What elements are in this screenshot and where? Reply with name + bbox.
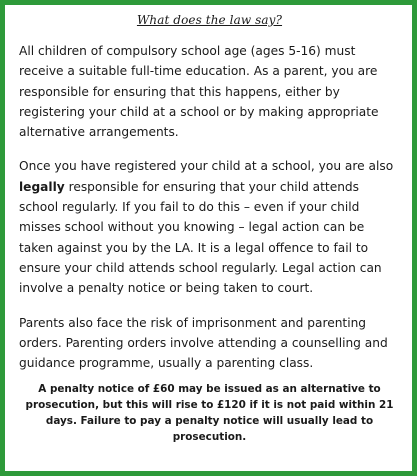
panel-title: What does the law say? <box>136 13 283 27</box>
paragraph-compulsory-education: All children of compulsory school age (ages 5-16) must receive a suitable full-time education. As a parent, you are responsible for ensuring that this happens, either by registering your child at a school or by making appropriate alternative arrangements. <box>19 44 379 140</box>
paragraph-text-end: responsible for ensuring that your child attends school regularly. If you fail to do this – even if your child misses school without you knowing – legal action can be taken against you by the LA. It is a legal offence to fail to ensure your child attends school regularly. Legal action can involve a penalty notice or being taken to court. <box>19 179 382 296</box>
paragraph-legal-responsibility <box>19 156 400 298</box>
paragraph-parenting-orders: Parents also face the risk of imprisonment and parenting orders. Parenting orders involve attending a counselling and guidance programme, usually a parenting class. <box>19 315 388 371</box>
paragraph-text-start: Once you have registered your child at a school, you are also <box>19 159 394 174</box>
penalty-notice: A penalty notice of £60 may be issued as an alternative to prosecution, but this will rise to £120 if it is not paid within 21 days. Failure to pay a penalty notice will usually lead to prosecution. <box>25 383 394 444</box>
emphasis-legally: legally <box>19 179 65 194</box>
